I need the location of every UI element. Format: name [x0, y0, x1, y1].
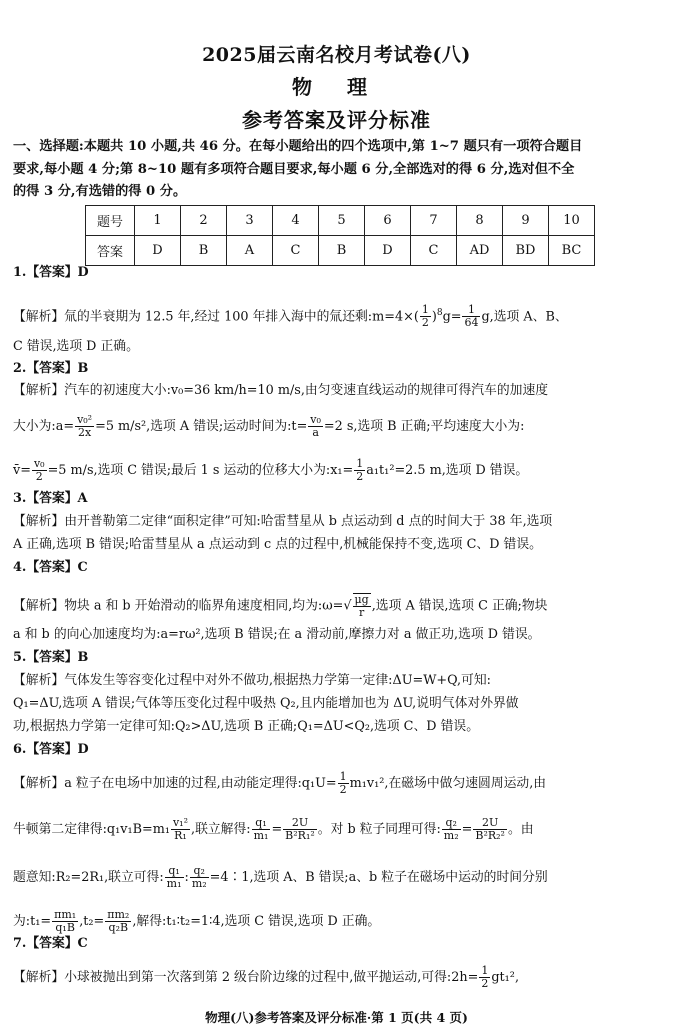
text: 【解析】氚的半衰期为 12.5 年,经过 100 年排入海中的氚还剩:m=4×(: [13, 309, 419, 325]
numerator: v₀: [310, 413, 321, 426]
numerator: 1: [462, 304, 480, 317]
q5-explanation-line: 【解析】气体发生等容变化过程中对外不做功,根据热力学第一定律:ΔU=W+Q,可知:: [13, 673, 491, 688]
exponent: 8: [436, 308, 443, 318]
fraction: [308, 414, 323, 439]
q6-explanation-line: [13, 865, 548, 890]
instruction-line: 一、选择题:本题共 10 小题,共 46 分。在每小题给出的四个选项中,第 1~7 题只有一项符合题目: [13, 139, 583, 154]
table-cell: B: [319, 236, 365, 266]
text: 为:t₁=: [13, 914, 52, 929]
fraction: [354, 458, 365, 483]
table-cell: B: [181, 236, 227, 266]
page-footer: 物理(八)参考答案及评分标准·第 1 页(共 4 页): [205, 1010, 468, 1025]
denominator: 2x: [77, 426, 92, 439]
table-cell: A: [227, 236, 273, 266]
numerator: 2U: [283, 817, 317, 830]
text: g=: [442, 309, 462, 325]
text: 牛顿第二定律得:q₁v₁B=m₁: [13, 822, 170, 837]
text: 【解析】小球被抛出到第一次落到第 2 级台阶边缘的过程中,做平抛运动,可得:2h=: [13, 970, 479, 985]
numerator: 2U: [473, 817, 507, 830]
q5-explanation-line: Q₁=ΔU,选项 A 错误;气体等压变化过程中吸热 Q₂,且内能增加也为 ΔU,说明气体对外界做: [13, 696, 519, 711]
numerator: 1: [339, 770, 347, 783]
table-cell: 2: [181, 206, 227, 236]
text: g,选项 A、B、: [481, 309, 568, 325]
fraction: [165, 865, 184, 890]
denominator: a: [312, 426, 319, 439]
q1-explanation-line: [13, 302, 568, 329]
table-cell: 8: [457, 206, 503, 236]
numerator: q₁: [165, 865, 184, 878]
table-cell: 9: [503, 206, 549, 236]
table-cell: AD: [457, 236, 503, 266]
denominator: B²R₁²: [285, 829, 315, 842]
table-cell: 3: [227, 206, 273, 236]
sqrt-fraction: [353, 593, 371, 619]
fraction: [462, 304, 480, 329]
text: =: [461, 822, 473, 837]
text: 。由: [507, 822, 534, 837]
text: 【解析】物块 a 和 b 开始滑动的临界角速度相同,均为:ω=√: [13, 598, 352, 614]
numerator: πm₁: [54, 908, 77, 921]
q1-answer: 1.【答案】D: [13, 265, 89, 280]
text: =: [271, 822, 283, 837]
q6-explanation-line: [13, 771, 546, 796]
denominator: m₁: [166, 877, 182, 890]
numerator: v₀: [33, 457, 45, 470]
text: ,t₂=: [79, 914, 105, 929]
text: =4∶1,选项 A、B 错误;a、b 粒子在磁场中运动的时间分别: [209, 870, 548, 885]
q4-answer: 4.【答案】C: [13, 560, 88, 575]
text: 【解析】a 粒子在电场中加速的过程,由动能定理得:q₁U=: [13, 776, 337, 791]
q2-answer: 2.【答案】B: [13, 361, 89, 376]
denominator: 2: [356, 470, 364, 483]
fraction: [75, 414, 94, 439]
row-label: 题号: [86, 206, 135, 236]
table-cell: 4: [273, 206, 319, 236]
table-row-answers: [86, 236, 595, 266]
text: gt₁²,: [491, 970, 520, 985]
fraction: [190, 865, 209, 890]
instruction-line: 要求,每小题 4 分;第 8~10 题有多项符合题目要求,每小题 6 分,全部选对的得 6 分,选对但不全: [13, 161, 575, 177]
text: a₁t₁²=2.5 m,选项 D 错误。: [366, 463, 529, 478]
numerator: q₂: [442, 817, 461, 830]
row-label: 答案: [86, 236, 135, 266]
q3-explanation-line: 【解析】由开普勒第二定律“面积定律”可知:哈雷彗星从 b 点运动到 d 点的时间大于 38 年,选项: [13, 514, 553, 529]
numerator: μg: [354, 593, 369, 606]
table-cell: D: [365, 236, 411, 266]
fraction: [252, 817, 271, 842]
text: 题意知:R₂=2R₁,联立可得:: [13, 870, 164, 885]
table-row-numbers: [86, 206, 595, 236]
table-cell: C: [411, 236, 457, 266]
denominator: q₂B: [108, 921, 129, 934]
q6-explanation-line: [13, 909, 380, 934]
q3-explanation-line: A 正确,选项 B 错误;哈雷彗星从 a 点运动到 c 点的过程中,机械能保持不变,选项 C、D 错误。: [13, 537, 542, 552]
denominator: r: [359, 606, 365, 619]
q3-answer: 3.【答案】A: [13, 491, 88, 506]
table-cell: 10: [549, 206, 595, 236]
table-cell: 1: [135, 206, 181, 236]
fraction: [283, 817, 317, 842]
numerator: πm₂: [107, 908, 130, 921]
q5-answer: 5.【答案】B: [13, 650, 89, 665]
table-cell: C: [273, 236, 319, 266]
q6-explanation-line: [13, 817, 534, 842]
text: =5 m/s²,选项 A 错误;运动时间为:t=: [95, 419, 308, 434]
q5-explanation-line: 功,根据热力学第一定律可知:Q₂>ΔU,选项 B 正确;Q₁=ΔU<Q₂,选项 C、D 错误。: [13, 719, 479, 734]
fraction: [473, 817, 507, 842]
q1-explanation-line: C 错误,选项 D 正确。: [13, 339, 139, 354]
table-cell: 6: [365, 206, 411, 236]
numerator: q₁: [252, 817, 271, 830]
denominator: R₁: [174, 829, 187, 842]
q2-explanation-line: [13, 414, 524, 439]
numerator: v₁²: [172, 816, 189, 829]
table-cell: 5: [319, 206, 365, 236]
fraction: [171, 817, 190, 842]
fraction: [479, 965, 490, 990]
exam-title: 2025届云南名校月考试卷(八): [202, 44, 471, 66]
q4-explanation-line: [13, 593, 547, 619]
q2-explanation-line: 【解析】汽车的初速度大小:v₀=36 km/h=10 m/s,由匀变速直线运动的规律可得汽车的加速度: [13, 383, 549, 398]
denominator: 2: [481, 977, 489, 990]
denominator: m₂: [191, 877, 207, 890]
text: m₁v₁²,在磁场中做匀速圆周运动,由: [349, 776, 547, 791]
table-cell: D: [135, 236, 181, 266]
text: =2 s,选项 B 正确;平均速度大小为:: [323, 419, 525, 434]
fraction: [32, 458, 47, 483]
text: :: [184, 870, 189, 885]
fraction: [105, 909, 131, 934]
table-cell: 7: [411, 206, 457, 236]
text: 大小为:a=: [13, 419, 75, 434]
numerator: 1: [421, 303, 429, 317]
text: v̄=: [13, 463, 31, 478]
text: =5 m/s,选项 C 错误;最后 1 s 运动的位移大小为:x₁=: [47, 463, 354, 478]
instruction-line: 的得 3 分,有选错的得 0 分。: [13, 184, 187, 199]
text: ,选项 A 错误,选项 C 正确;物块: [371, 598, 548, 614]
fraction: [442, 817, 461, 842]
q7-answer: 7.【答案】C: [13, 936, 88, 951]
fraction: [52, 909, 78, 934]
q4-explanation-line: a 和 b 的向心加速度均为:a=rω²,选项 B 错误;在 a 滑动前,摩擦力对 a 做正功,选项 D 错误。: [13, 627, 541, 642]
subject-title: 物 理: [292, 75, 381, 99]
denominator: m₂: [443, 829, 459, 842]
table-cell: BD: [503, 236, 549, 266]
denominator: B²R₂²: [475, 829, 505, 842]
q6-answer: 6.【答案】D: [13, 742, 89, 757]
text: ,联立解得:: [191, 822, 251, 837]
subtitle: 参考答案及评分标准: [242, 108, 431, 132]
q2-explanation-line: [13, 458, 528, 483]
fraction: [420, 304, 431, 329]
section-instructions: [13, 136, 663, 204]
denominator: 2: [35, 470, 43, 483]
text: ,解得:t₁∶t₂=1∶4,选项 C 错误,选项 D 正确。: [132, 914, 381, 929]
numerator: v₀²: [77, 413, 93, 426]
text: ): [431, 309, 437, 325]
denominator: q₁B: [55, 921, 75, 934]
numerator: 1: [356, 457, 364, 470]
fraction: [338, 771, 349, 796]
table-cell: BC: [549, 236, 595, 266]
numerator: q₂: [190, 865, 209, 878]
q7-explanation-line: [13, 965, 519, 990]
text: 。对 b 粒子同理可得:: [317, 822, 441, 837]
denominator: 2: [421, 316, 429, 330]
numerator: 1: [481, 964, 489, 977]
denominator: m₁: [253, 829, 269, 842]
answer-table: [85, 205, 595, 266]
denominator: 64: [464, 316, 479, 330]
denominator: 2: [339, 783, 347, 796]
